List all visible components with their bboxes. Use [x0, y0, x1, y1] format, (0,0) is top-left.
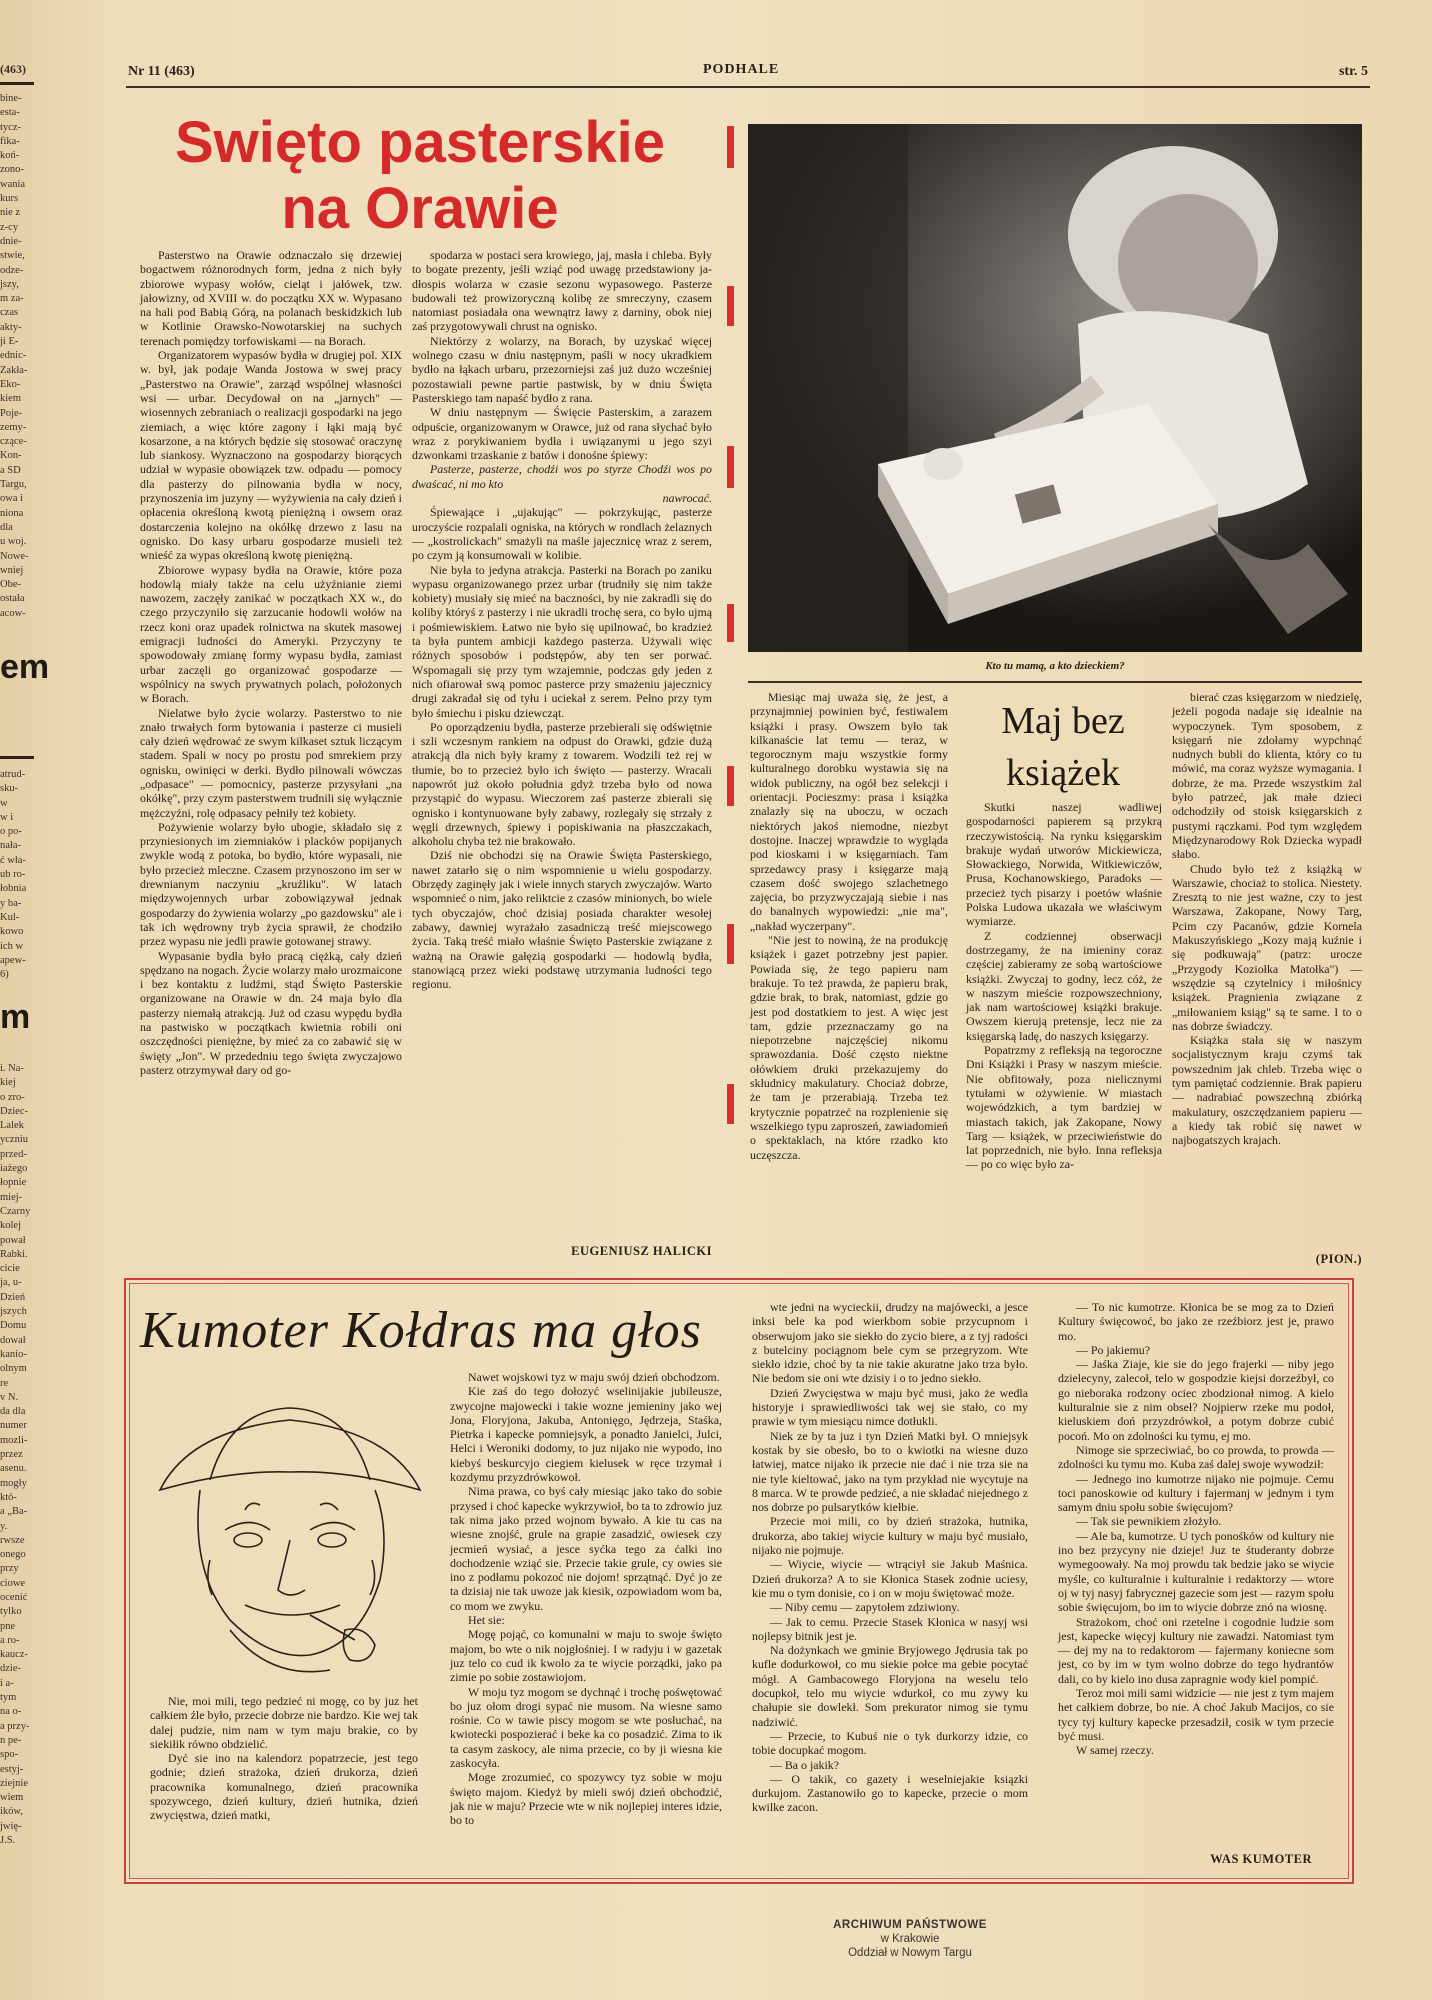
paragraph: Nimoge sie sprzeciwiać, bo co prowda, to prowda — zdolności ku tymu mo. Kuba zaś dalej swoje wywodził: [1058, 1442, 1334, 1472]
edge-word-fragment: dnie- [0, 235, 22, 247]
edge-word-fragment: rwsze [0, 1534, 25, 1546]
edge-word-fragment: mozli- [0, 1434, 28, 1446]
article-column [966, 800, 1162, 1264]
edge-word-fragment: ciowe [0, 1577, 26, 1589]
paragraph: Pasterstwo na Orawie odznaczało się drzewiej bogactwem różnorodnych form, jedna z nich były zbiorowe wypasy wołów, cieląt i jałówek, tzw. jałowizny, od XVIII w. do początku XX w. Wypasano na hali pod Babią Górą, na polanach beskidzkich lub w Kotlinie Orawsko-Nowotarskiej na suchych terenach pomiędzy torfowiskami — na Borach. [140, 248, 402, 348]
issue-number: Nr 11 (463) [128, 64, 195, 79]
edge-word-fragment: wiem [0, 1792, 24, 1804]
edge-word-fragment: i a- [0, 1677, 14, 1689]
edge-word-fragment: asenu. [0, 1463, 27, 1475]
paragraph: Śpiewające i „ujakując" — pokrzykując, pasterze uroczyście rozpalali ogniska, na których w rondlach żelaznych — „kostrolickach" smażyli na maśle jajecznicę wraz z serem, po czym ją konsumowali w kolibie. [412, 505, 712, 563]
page-header [128, 60, 1368, 86]
paragraph: bierać czas księgarzom w niedzielę, jeżeli pogoda nadaje się idealnie na wypoczynek. Tym sposobem, z księgarń nie zdołamy wypchnąć nudnych bubli do klienta, który co tu mówić, ma coraz wyższe wymagania. I dobrze, że ma. Przede wszystkim żal było patrzeć, jak małe dzieci odchodziły od stoisk księgarskich z pustymi rączkami. Pod tym względem Międzynarodowy Rok Dziecka wypadł słabo. [1172, 690, 1362, 862]
edge-word-fragment: przez [0, 1449, 23, 1461]
edge-word-fragment: miej- [0, 1191, 23, 1203]
edge-word-fragment: ziejnie [0, 1777, 28, 1789]
paragraph: — Po jakiemu? [1076, 1342, 1150, 1357]
edge-word-fragment: akty- [0, 321, 22, 333]
edge-word-fragment: iażego [0, 1163, 28, 1175]
edge-word-fragment: mogły [0, 1477, 27, 1489]
article-column [752, 1300, 1028, 1878]
margin-mark [727, 446, 734, 488]
margin-mark [727, 924, 734, 964]
edge-word-fragment: acow- [0, 607, 26, 619]
edge-heading-fragment: em [0, 648, 50, 686]
paragraph: — Wiycie, wiycie — wtrąciył sie Jakub Maśnica. Dzień drukorza? A to sie Kłonica Stasek zodnie uciesy, kie mu o tym donisie, co i on w moju świętować może. [752, 1557, 1028, 1600]
edge-text-block [0, 768, 26, 982]
edge-word-fragment: Eko- [0, 378, 21, 390]
paragraph: Przecie moi mili, co by dzień strażoka, hutnika, drukorza, abo takiej wiycie kultury w maju być musiało, nijako nie pojmuje. [752, 1514, 1028, 1558]
edge-word-fragment: Nowe- [0, 550, 29, 562]
edge-word-fragment: jszych [0, 1306, 27, 1318]
edge-word-fragment: y. [0, 1520, 8, 1532]
edge-word-fragment: jszy, [0, 278, 19, 290]
paragraph: Chudo było też z książką w Warszawie, chociaż to stolica. Niestety. Zresztą to nie jest ważne, czy to jest Warszawa, Zakopane, Nowy Targ, Pcim czy Pacanów, gdzie Kornela Makuszyńskiego „Kozy mają kuźnie i się podkuwają" (patrz: urocze „Przygody Koziołka Matołka") — wszędzie są czytelnicy i miłośnicy książek. Pragnienia związane z „miłowaniem ksiąg" są te same. I to o nas dobrze świadczy. [1172, 861, 1362, 1033]
edge-word-fragment: tylko [0, 1606, 22, 1618]
article-title: Swięto pasterskie na Orawie [175, 110, 665, 241]
paragraph: Po oporządzeniu bydła, pasterze przebierali się odświętnie i szli wczesnym rankiem na odpust do Orawki, gdzie dużą atrakcją dla nich były kramy z towarem. Wodzili też rej w tłumie, bo to przecież było ich święto — pasterzy. Wracali napowrót już około południa gdyż trzeba było od nowa przystąpić do wypasu. Wieczorem zaś pasterze zbierali się ognisko i kontynuowane były zabawy, rozlegały się strzały z węgli drzewnych, śpiewy i popiskiwania na płaszczakach, alkoholu chyba też nie brakowało. [412, 719, 712, 849]
edge-word-fragment: onego [0, 1549, 26, 1561]
article-title: Maj bez książek [1001, 700, 1125, 794]
edge-word-fragment: Targu, [0, 479, 27, 491]
edge-word-fragment: Domu [0, 1320, 27, 1332]
edge-word-fragment: o zro- [0, 1091, 25, 1103]
edge-word-fragment: numer [0, 1420, 27, 1432]
stamp-line: w Krakowie [880, 1933, 940, 1945]
edge-word-fragment: da dla [0, 1406, 26, 1418]
edge-word-fragment: sku- [0, 783, 19, 795]
photo-rule [748, 681, 1362, 683]
edge-word-fragment: tycz- [0, 121, 21, 133]
edge-word-fragment: zono- [0, 164, 24, 176]
edge-word-fragment: 6) [0, 969, 9, 981]
edge-word-fragment: niona [0, 507, 24, 519]
edge-word-fragment: kaucz- [0, 1649, 28, 1661]
article-column [140, 248, 402, 1264]
paragraph: Zbiorowe wypasy bydła na Orawie, które poza hodowlą miały także na celu użyźnianie ziemi nawozem, zaczęły zanikać w początkach XX w., do czego przyczyniło się zarzucanie hodowli wołów na rzecz koni oraz upadek rolnictwa na skutek masowej emigracji ludności do Ameryki. Przyczyny te spowodowały zmianę formy wypasu bydła, zamiast urbar zaczęli go organizować gospodarze — wspólnicy na swych prywatnych polach, położonych w Borach. [140, 562, 402, 706]
paragraph: spodarza w postaci sera krowiego, jaj, masła i chleba. Były to bogate prezenty, jeśli wziąć pod uwagę przedstawiony ja-dłospis wolarza w czasie sezonu wypasowego. Pasterze budowali też prowizoryczną kolibę ze smreczyny, czasem natomiast posiadała ona wewnątrz ławy z darniny, obok niej zaś przygotowywali chrust na ognisko. [412, 248, 712, 334]
edge-word-fragment: Lalek [0, 1120, 24, 1132]
paragraph: — Niby cemu — zapytołem zdziwiony. [770, 1600, 960, 1615]
edge-word-fragment: Poje- [0, 407, 23, 419]
paragraph: Organizatorem wypasów bydła w drugiej pol. XIX w. był, jak podaje Wanda Jostowa w swej pracy „Pasterstwo na Orawie", zarząd wspólnej własności wsi — urbar. Decydował on na „jarnych" — wiosennych zebraniach o realizacji gospodarki na jego ziemiach, a więc które zagony i łąki mają być kosarzone, a na których będzie się stosować oraczynę lub siankosy. Wyznaczono na gospodarzy biorących udział w wypasie obowiązek tzw. odpadu — pomocy dla pasterzy do pilnowania bydła w nocy, przynoszenia im juzyny — wyżywienia na cały dzień i opłacenia określoną kwotą pieniężną i owsem oraz dostarczenia kolejno na okółkę drzewo z lasu na ognisko. Do kasy urbaru gospodarze musieli też wnieść za wypas określoną kwotę pieniężną. [140, 348, 402, 563]
edge-word-fragment: łobnia [0, 883, 27, 895]
edge-word-fragment: atrud- [0, 769, 26, 780]
edge-word-fragment: tym [0, 1692, 17, 1704]
edge-word-fragment: Czarny [0, 1205, 31, 1217]
paragraph: "Nie jest to nowiną, że na produkcję książek i gazet potrzebny jest papier. Powiada się, że tego papieru nam brakuje. To też prawda, że papieru brak, gdzie brak, to brak, natomiast, gdzie go jest pod dostatkiem to jest. A więc jest tam, gdzie przeznaczamy go na niepotrzebne najczęściej nikomu sprawozdania. Dość często niektne ołówkiem druki przekazujemy do skłudnicy makulatury. Chociaż dobrze, że tam je przerabiają. Trzeba też krytycznie popatrzeć na rozplenienie się wszelkiego typu zaproszeń, zawiadomień o spektaklach, na które rzadko kto uczęszcza. [750, 933, 948, 1162]
edge-word-fragment: a SD [0, 464, 21, 476]
edge-word-fragment: i. Na- [0, 1063, 24, 1074]
edge-word-fragment: esta- [0, 107, 20, 119]
paragraph: Niek ze by ta juz i tyn Dzień Matki był. O mniejsyk kostak by sie obesło, bo to o kwiotki na wiesne duzo łatwiej, matce nijako ik przecie nie dać i nie trza sie na nie tyle kieltować, jako na tym przykład nie wycytuje na 8 marca. W te prowde pedzieć, a nie składać niejednego z nos dobrze po pulsarytków kiełbie. [752, 1428, 1028, 1515]
edge-word-fragment: ich w [0, 940, 24, 952]
paragraph: — Tak sie pewnikiem złożyło. [1076, 1514, 1222, 1529]
paragraph: — O takik, co gazety i weselniejakie ksiązki durkujom. Zastanowiło go to kapecke, przecie o mom kwilke zacon. [752, 1771, 1028, 1815]
edge-word-fragment: y ba- [0, 897, 22, 909]
edge-word-fragment: ja, u- [0, 1277, 22, 1289]
edge-word-fragment: nie z [0, 207, 21, 219]
edge-word-fragment: re [0, 1377, 9, 1389]
edge-word-fragment: Obe- [0, 579, 21, 591]
edge-word-fragment: v N. [0, 1391, 19, 1403]
edge-word-fragment: wania [0, 178, 26, 190]
paragraph: Pasterze, pasterze, chodźi wos po styrze Chodźi wos po dwaścać, ni mo kto [412, 462, 712, 491]
illustration-highlander-with-pipe [150, 1390, 430, 1680]
edge-word-fragment: nała- [0, 840, 21, 852]
edge-word-fragment: Kul- [0, 911, 20, 923]
edge-word-fragment: przed- [0, 1148, 27, 1160]
article-column [412, 248, 712, 1238]
edge-word-fragment: kiej [0, 1077, 16, 1089]
paragraph: — Jaśka Ziaje, kie sie do jego frajerki — niby jego dzielecyny, zalecoł, telo w gospodzie kiejsi dorzeźbył, co go nieboraka rodzony ociec zbodzionał nimog. A kielo kulturalnie sie z nim obseł? Nojpierw rzeke mu podoł, kieluskiem doń przyzdrówkoł, a potym dobrze cubić pocoń. Mo on zdolności ku tymu, ej mo. [1058, 1357, 1334, 1443]
edge-word-fragment: dzie- [0, 1663, 21, 1675]
edge-word-fragment: kolej [0, 1220, 21, 1232]
edge-word-fragment: z-cy [0, 221, 19, 233]
stamp-line: ARCHIWUM PAŃSTWOWE [833, 1919, 987, 1931]
paragraph: Kie zaś do tego dołozyć wselinijakie jubileusze, zwycojne majowecki i takie wozne jemieniny jako wej Jona, Floryjona, Jakuba, Antonięgo, Jędrzeja, Staśka, Pietrka i kapecke pomniejsyk, a ponadto Janielci, Julci, Helci i Weroniki dodomy, to juz nijako nie wypodo, ino kiebyś beskurcyjo ciegiem kielusek w ręce trzymał i kozdymu przyzdrówkowoł. [450, 1384, 722, 1485]
edge-word-fragment: Zakła- [0, 364, 28, 376]
edge-word-fragment: a przy- [0, 1720, 30, 1732]
paragraph: — Ale ba, kumotrze. U tych ponośków od kultury nie ino bez przycyny nie dzieje! Juz te śtuderanty dobrze wymegoowały. Na moj prowdu tak bedzie jako se wiycie myśle, co kulturalnie i kulturalnie i redaktorzy — wtore oj w tyj nasyj fabrycznej gazecie som jest — razym społu sobie święcujom, bo im to wiycie dobrze znó na wiosnę. [1058, 1528, 1334, 1615]
article-author: EUGENIUSZ HALICKI [571, 1244, 712, 1258]
edge-word-fragment: dował [0, 1334, 26, 1346]
edge-word-fragment: owa i [0, 493, 24, 505]
margin-mark [727, 126, 734, 168]
edge-word-fragment: Dzień [0, 1291, 26, 1303]
edge-word-fragment: apew- [0, 954, 26, 966]
paragraph: Nie była to jedyna atrakcja. Pasterki na Borach po zaniku wypasu organizowanego przez urbar (trudniły się nim także kobiety) musiały się mieć na baczności, by nie zakradli się do koliby któryś z pasterzy i nie ukradli trochę sera, co było ujmą i pośmiewiskiem. Łatwo nie było się upilnować, bo kradzież ta była puntem ambicji każdego pasterza. Używali więc różnych sposobów i podstępów, aby ten ser porwać. Wspomagali się przy tym wzajemnie, podczas gdy jeden z nich ofiarował swą pomoc pasterce przy smażeniu jajecznicy drugi zakradał się od tyłu i uciekał z serem. Pełno przy tym było śmiechu i pisku dziewcząt. [412, 562, 712, 720]
paragraph: Skutki naszej wadliwej gospodarności papierem są przykrą rzeczywistością. Na rynku księgarskim brakuje wydań utworów Mickiewicza, Słowackiego, Norwida, Witkiewiczów, Prusa, Kochanowskiego, Paradoks — przecież tych pisarzy i poetów właśnie Polska Ludowa ukazała we właściwym wymiarze. [966, 800, 1162, 929]
edge-word-fragment: w i [0, 811, 14, 823]
paragraph: — Ba o jakik? [770, 1757, 840, 1772]
paragraph: Strażokom, choć oni rzetelne i cogodnie ludzie som jest, kapecke więcyj kultury nie zawadzi. Natomiast tym — dej my na to redaktorom — fajermany koniecne som jest, co by im w tym wolno dobrze do tego hydrantów dali, co by kielo ino dusa zapragnie wody kiel pompić. [1058, 1614, 1334, 1686]
paragraph: — Jak to cemu. Przecie Stasek Kłonica w nasyj wsi nojlepsy bitnik jest je. [752, 1614, 1028, 1643]
edge-word-fragment: olnym [0, 1363, 27, 1375]
paragraph: Nie, moi mili, tego pedzieć ni mogę, co by juz het całkiem źle było, przecie dobrze nie bardzo. Kie wej tak dalej pudzie, nim nam w tym maju brakie, co by siekiłik równo obdzielić. [150, 1694, 418, 1751]
article-title: Kumoter Kołdras ma głos [140, 1302, 702, 1359]
edge-word-fragment: pne [0, 1620, 16, 1632]
edge-word-fragment: a ro- [0, 1634, 20, 1646]
margin-mark [727, 604, 734, 642]
edge-word-fragment: ub ro- [0, 869, 26, 881]
edge-word-fragment: kanio- [0, 1348, 27, 1360]
page-number: str. 5 [1338, 64, 1368, 79]
paragraph: Nielatwe było życie wolarzy. Pasterstwo to nie znało trwałych form bytowania i pasterze ci musieli cały dzień wędrować ze swym kilkaset sztuk liczącym stadem. Spali w nocy po prostu pod smrekiem przy ognisku, owinięci w derki. Bydło pilnowali wówczas „odpasace" — pomocnicy, pasterze przysyłani „na okółkę", przy czym pasterstwem trudnili się wyłącznie mężczyźni, rolę odpasacy pełniły też kobiety. [140, 705, 402, 820]
paragraph: Nawet wojskowi tyz w maju swój dzień obchodzom. [468, 1370, 720, 1384]
paragraph: Dzień Zwycięstwa w maju być musi, jako że wedla historyje i sprawiedliwości tak wej sie stało, co my prawie w tym miesiącu nimce dotłukli. [752, 1385, 1028, 1429]
edge-word-fragment: na o- [0, 1706, 22, 1718]
edge-word-fragment: Dziec- [0, 1105, 28, 1117]
edge-word-fragment: bine- [0, 93, 22, 104]
paragraph: W moju tyz mogom se dychnąć i trochę pośwętować bo juz ołom drogi sypać nie musom. Na wiesne samo rośnie. Co w tawie piscy mogom se wte posłuchać, na kwiotecki pospozierać i beke ka co posadzić. Zima to ik ta casym zaskocy, ale nima przecie, co by ji wiesna kie zaskocyła. [450, 1684, 722, 1771]
edge-text-block [0, 92, 29, 621]
article-column [450, 1370, 722, 1878]
paragraph: — Przecie, to Kubuś nie o tyk durkorzy idzie, co tobie docupkać mogom. [752, 1728, 1028, 1758]
edge-word-fragment: Rabki. [0, 1248, 28, 1260]
edge-word-fragment: kowo [0, 926, 24, 938]
margin-mark [727, 1084, 734, 1124]
edge-word-fragment: u woj. [0, 536, 27, 548]
edge-word-fragment: koń- [0, 150, 20, 162]
edge-rule [0, 756, 34, 759]
edge-word-fragment: łopnie [0, 1177, 27, 1189]
edge-rule [0, 82, 34, 85]
paragraph: Wypasanie bydła było pracą ciężką, cały dzień spędzano na nogach. Życie wolarzy mało urozmaicone i bez kontaktu z ludźmi, stąd Święto Pasterskie organizowane na Orawie w dn. 24 maja było dla pasterzy niemałą atrakcją. Już od czasu wypędu bydła na pastwisko w początkach kwietnia robili oni oszczędności pieniężne, by mieć za co zabawić się w święty „Jon". W przededniu tego święta zwyczajowo pasterz otrzymywał dary od go- [140, 948, 402, 1077]
edge-word-fragment: kurs [0, 193, 19, 205]
edge-word-fragment: kiem [0, 393, 21, 405]
edge-word-fragment: przy [0, 1563, 19, 1575]
article-column [1058, 1300, 1334, 1846]
edge-word-fragment: stwie, [0, 250, 25, 262]
paragraph: Na dożynkach we gminie Bryjowego Jędrusia tak po kufle dodurkowoł, co mu siekie połce ma gebie pocytać mógł. A Gambacowego Floryjona na weselu telo docupkoł, telo mu wiycie wdurkoł, co mu zywy ku chałupie sie dowlekł. Som prekurator nimog sie tymu nadziwić. [752, 1643, 1028, 1729]
margin-mark [727, 286, 734, 326]
edge-word-fragment: czące- [0, 436, 27, 448]
previous-page-edge [0, 0, 50, 2000]
edge-word-fragment: n pe- [0, 1734, 22, 1746]
photo-child-with-doll-cradle [748, 124, 1362, 652]
edge-heading-fragment: m [0, 998, 31, 1036]
photo-image [748, 124, 1362, 652]
edge-word-fragment: czas [0, 307, 19, 319]
illustration-drawing [150, 1390, 430, 1680]
paragraph: nawrocać. [662, 491, 712, 506]
edge-page-label: (463) [0, 62, 26, 76]
edge-word-fragment: pował [0, 1234, 26, 1246]
edge-word-fragment: dla [0, 521, 13, 533]
edge-word-fragment: jwię- [0, 1820, 22, 1832]
edge-word-fragment: m za- [0, 293, 24, 305]
edge-text-block [0, 1062, 30, 1848]
edge-word-fragment: spo- [0, 1749, 19, 1761]
edge-word-fragment: ocenić [0, 1591, 28, 1603]
stamp-line: Oddział w Nowym Targu [848, 1947, 972, 1959]
paragraph: W dniu następnym — Święcie Pasterskim, a zarazem odpuście, organizowanym w Orawce, już od rana słychać było wraz z porykiwaniem bydła i uwiązanymi u jego szyi dzwonkami trzaskanie z batów i donośne śpiewy: [412, 405, 712, 463]
edge-word-fragment: ostała [0, 593, 25, 605]
edge-word-fragment: ików, [0, 1806, 23, 1818]
article-column [1172, 690, 1362, 1245]
edge-word-fragment: w [0, 797, 8, 809]
paragraph: Teroz moi mili sami widzicie — nie jest z tym majem het całkiem dobrze, bo nie. A choć Jakub Macijos, co sie tycy tyj kultury kapecke przesadził, cosik w tym przecie być musi. [1058, 1686, 1334, 1743]
edge-word-fragment: yczniu [0, 1134, 28, 1146]
edge-word-fragment: estyj- [0, 1763, 24, 1775]
paragraph: Dziś nie obchodzi się na Orawie Święta Pasterskiego, nawet zatarło się o nim wspomnienie u wielu gospodarzy. Obrzędy zaginęły jak i wiele innych starych zwyczajów. Warto wspomnieć o nim, jako reliktcie z czasów minionych, bo wiele tych obyczajów, choć dzisiaj posiada charakter wesołej zabawy, dawniej wyrażało zasadniczą treść miejscowego życia. Taką treść miało właśnie Święto Pasterskie związane z ważną na Orawie gałęzią gospodarki — hodowlą bydła, stanowiącą przez wieki podstawę utrzymania ludności tego regionu. [412, 848, 712, 992]
photo-caption: Kto tu mamą, a kto dzieckiem? [985, 660, 1125, 672]
edge-word-fragment: fika- [0, 135, 20, 147]
edge-word-fragment: ć wła- [0, 854, 26, 866]
paragraph: W samej rzeczy. [1076, 1743, 1154, 1758]
paragraph: — To nic kumotrze. Kłonica be se mog za to Dzień Kultury święcowoć, bo jako ze rzeźbiorz jest je, prawo mo. [1058, 1300, 1334, 1343]
paragraph: Het sie: [468, 1613, 505, 1628]
paragraph: Popatrzmy z refleksją na tegoroczne Dni Książki i Prasy w naszym mieście. Nie obfitowały, poza nielicznymi tytułami w ożywienie. W miastach wojewódzkich, a tym bardziej w miastach takich, jak Zakopane, Nowy Targ — książek, w przeciwieństwie do lat poprzednich, nie było. Inna refleksja — po co więc było za- [966, 1043, 1162, 1172]
edge-word-fragment: zemy- [0, 421, 27, 433]
header-rule [126, 86, 1370, 88]
edge-word-fragment: Kon- [0, 450, 22, 462]
article-author: WAS KUMOTER [1210, 1852, 1312, 1866]
paragraph: — Jednego ino kumotrze nijako nie pojmuje. Cemu toci panoskowie od kultury i fajermanj w jednym i tym samym dniu społu sobie święcujom? [1058, 1471, 1334, 1515]
paragraph: Dyć sie ino na kalendorz popatrzecie, jest tego godnie; dzień strażoka, dzień drukorza, dzień pracownika komunalnego, dzień pracownika spozywcego, dzień kultury, dzień hutnika, dzień zwycięstwa, dzień matki, [150, 1751, 418, 1823]
edge-word-fragment: a „Ba- [0, 1506, 28, 1518]
edge-word-fragment: cicie [0, 1263, 20, 1275]
article-column [150, 1694, 418, 1884]
paragraph: Książka stała się w naszym socjalistycznym kraju czymś tak powszednim jak chleb. Trzeba więc o tym pamiętać codziennie. Brak papieru — nadrabiać powszechną zbiórką makulatury, oszczędzaniem papieru — a kiedy tak robić się nawet w najbogatszych krajach. [1172, 1033, 1362, 1148]
paragraph: Nima prawa, co byś cały miesiąc jako tako do sobie przysed i choć kapecke wykrzywioł, bo ta to zdrowio juz tak nima jako przed wojnom bywało. A kie tu cas na wiesne znojść, grule na grapie zasadzić, owiesek czy jecmień wysiać, a jesce syćka tego za ćalki ino dochodzenie wziąć sie. Przecie takie grule, cy owies sie ino z podłamu pokozoć nie dojom! sprzątnąć. Dyć jo ze ta dzisiaj nie tak uwoze jak kiesik, ozpowiadom wom ba, co mom we zwyku. [450, 1484, 722, 1613]
paragraph: Miesiąc maj uważa się, że jest, a przynajmniej powinien być, festiwalem książki i prasy. Owszem było tak kilkanaście lat temu — teraz, w tegorocznym maju wszystkie formy kulturalnego dorobku wystawia się na widok publiczny, na ogół bez selekcji i orientacji. Pocieszmy: prasa i książka znalazły się na uboczu, w oczach niektórych jakoś niemodne, niezbyt dostojne. Inaczej wprawdzie to wygląda pod kioskami i w księgarniach. Tam sprzedawcy prasy i księgarze mają czasem dość swojego szlachetnego zajęcia, bo przyzwyczajają siebie i nas do banalnych wypowiedzi: „nie ma", „nakład wyczerpany". [750, 690, 948, 933]
paragraph: Z codziennej obserwacji dostrzegamy, że na imieniny coraz częściej zabieramy ze sobą wartościowe książki. Zwyczaj to godny, lecz cóż, że w naszym mieście rozpowszechniony, jak nam wartościowej książki brakuje. Owszem kierują pretensje, lecz nie za księgarską ladę, do naszych księgarzy. [966, 928, 1162, 1043]
paragraph: Pożywienie wolarzy było ubogie, składało się z przyniesionych im ziemniaków i placków popijanych zwykle wodą z potoka, bo bydło, które wypasali, nie było przecież mleczne. Czasem przynoszono im ser w drewnianym naczyniu „kruźliku". W latach międzywojennych urbar zobowiązywał jednak gospodarzy do żywienia wolarzy „po gazdowsku" ale i tak ich wędrowny tryb życia sprawił, że chodziło przez wypasu nie jedli prawie gotowanej strawy. [140, 819, 402, 949]
edge-word-fragment: ednic- [0, 350, 27, 362]
paragraph: Mogę pojąć, co komunalni w maju to swoje święto majom, bo wte o nik nojgłośniej. I w radyju i w gazetak juz telo co cud ik kwolo za te wiycie porządki, jako pa zimie po sobie zostawiojom. [450, 1627, 722, 1685]
edge-word-fragment: ji E- [0, 336, 19, 348]
paragraph: Niektórzy z wolarzy, na Borach, by uzyskać więcej wolnego czasu w dniu następnym, paśli w nocy ukradkiem bydło na łąkach urbaru, przezorniejsi zaś już dużo wcześniej pozostawiali pewne partie pastwisk, by w dniu Święta Pasterskiego tam napaść bydło z rana. [412, 333, 712, 405]
edge-word-fragment: wniej [0, 564, 24, 576]
newspaper-name: PODHALE [703, 62, 780, 77]
paragraph: Moge zrozumieć, co spozywcy tyz sobie w moju święto majom. Kiedyż by mieli swój dzień obchodzić, jak nie w maju? Przecie wte w nik nojlepiej interes idzie, bo to [450, 1770, 722, 1828]
paragraph: wte jedni na wycieckii, drudzy na majówecki, a jesce inksi bele ka pod wierkbom sobie przycupnom i obserwujom jako sie siekło do zycio biere, a z tyj radości z butelciny pociągnom bele cym se przegryzom. Wte siekło idzie, choć by ta nie takie akuratne jako trza było. Nie bedom sie oni wte dzisiy i o to jedno siekło. [752, 1300, 1028, 1386]
edge-word-fragment: odze- [0, 264, 24, 276]
archive-stamp [800, 1918, 1020, 1960]
article-column [750, 690, 948, 1264]
edge-word-fragment: któ- [0, 1491, 17, 1503]
margin-mark [727, 766, 734, 806]
edge-word-fragment: o po- [0, 826, 22, 838]
edge-word-fragment: J.S. [0, 1835, 16, 1847]
article-author: (PION.) [1315, 1252, 1362, 1266]
